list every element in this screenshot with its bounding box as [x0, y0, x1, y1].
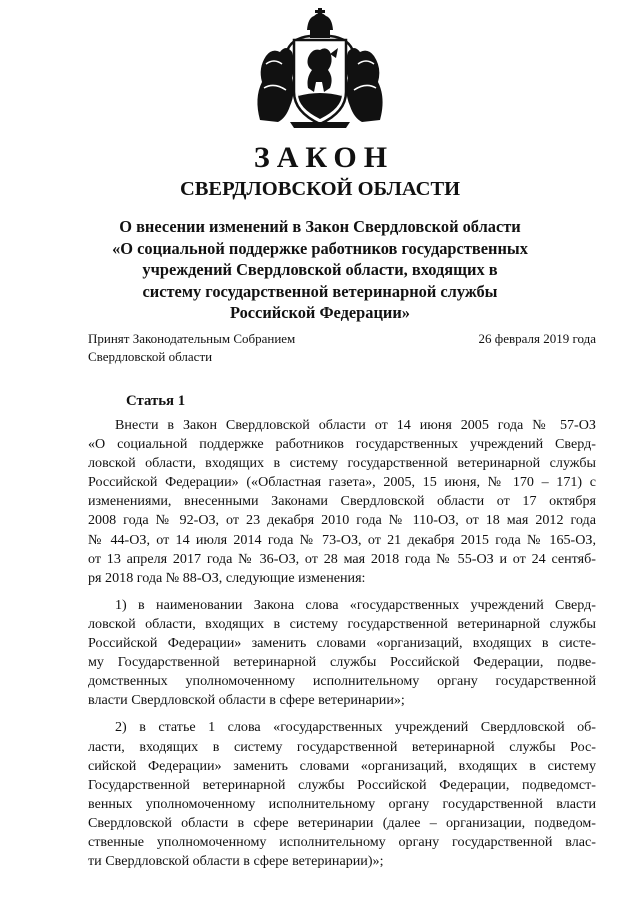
paragraph-line: 2) в статье 1 слова «государственных учреждений Свердловской об-: [115, 719, 596, 736]
paragraph-line: от 13 апреля 2017 года № 36-ОЗ, от 28 мая 2018 года № 55-ОЗ и от 24 сентяб-: [88, 550, 596, 567]
sverdlovsk-coat-of-arms-icon: [250, 8, 390, 132]
paragraph-line: «О социальной поддержке работников государственных учреждений Сверд-: [88, 436, 596, 453]
paragraph-line: Государственной ветеринарной службы Российской Федерации, подведомст-: [88, 776, 596, 793]
document-title: ЗАКОН: [253, 141, 395, 174]
heading-line: «О социальной поддержке работников государственных: [112, 238, 528, 258]
paragraph-line: ря 2018 года № 88-ОЗ, следующие изменения:: [88, 569, 366, 586]
paragraph-line: ловской области, входящих в систему государственной ветеринарной службы: [88, 615, 596, 632]
adopted-date: 26 февраля 2019 года: [478, 331, 596, 346]
paragraph-line: му Государственной ветеринарной службы Российской Федерации, подве-: [88, 654, 596, 671]
paragraph-line: власти Свердловской области в сфере ветеринарии»;: [88, 692, 405, 709]
article-paragraph: [88, 416, 596, 588]
paragraph-line: Свердловской области в сфере ветеринарии (далее – организации, подведом-: [88, 814, 596, 831]
adopted-by: [88, 330, 388, 366]
paragraph-line: изменениями, внесенными Законами Свердловской области от 17 октября: [88, 493, 596, 510]
article-title: Статья 1: [126, 393, 186, 409]
article-body: [88, 416, 596, 879]
adopted-line: Свердловской области: [88, 349, 213, 364]
law-heading: [88, 216, 552, 324]
paragraph-line: ти Свердловской области в сфере ветеринарии)»;: [88, 853, 384, 870]
heading-line: систему государственной ветеринарной службы: [142, 281, 498, 301]
paragraph-line: ственные уполномоченному исполнительному органу государственной влас-: [88, 833, 596, 850]
heading-line: Российской Федерации»: [229, 303, 411, 322]
paragraph-line: сийской Федерации» заменить словами «организаций, входящих в систему: [88, 757, 596, 774]
heading-line: учреждений Свердловской области, входящих в: [142, 260, 498, 279]
article-paragraph: [88, 596, 596, 711]
paragraph-line: венных уполномоченному исполнительному органу государственной власти: [88, 795, 596, 812]
paragraph-line: ласти, входящих в систему государственной ветеринарной службы Рос-: [88, 738, 596, 755]
paragraph-line: 2008 года № 92-ОЗ, от 23 декабря 2010 года № 110-ОЗ, от 18 мая 2012 года: [88, 512, 596, 529]
document-subtitle: СВЕРДЛОВСКОЙ ОБЛАСТИ: [179, 178, 461, 200]
paragraph-line: 1) в наименовании Закона слова «государственных учреждений Сверд-: [115, 596, 596, 613]
adopted-line: Принят Законодательным Собранием: [88, 331, 296, 346]
article-paragraph: [88, 718, 596, 871]
paragraph-line: домственных уполномоченному исполнительному органу государственной: [88, 673, 596, 690]
paragraph-line: № 44-ОЗ, от 14 июля 2014 года № 73-ОЗ, от 21 декабря 2015 года № 165-ОЗ,: [88, 531, 596, 548]
paragraph-line: Российской Федерации» заменить словами «организаций, входящих в систе-: [88, 635, 596, 652]
paragraph-line: ловской области, входящих в систему государственной ветеринарной службы: [88, 455, 596, 472]
paragraph-line: Внести в Закон Свердловской области от 14 июня 2005 года № 57-ОЗ: [115, 417, 596, 433]
heading-line: О внесении изменений в Закон Свердловской области: [119, 217, 521, 236]
paragraph-line: Российской Федерации» («Областная газета», 2005, 15 июня, № 170 – 171) с: [88, 474, 596, 491]
